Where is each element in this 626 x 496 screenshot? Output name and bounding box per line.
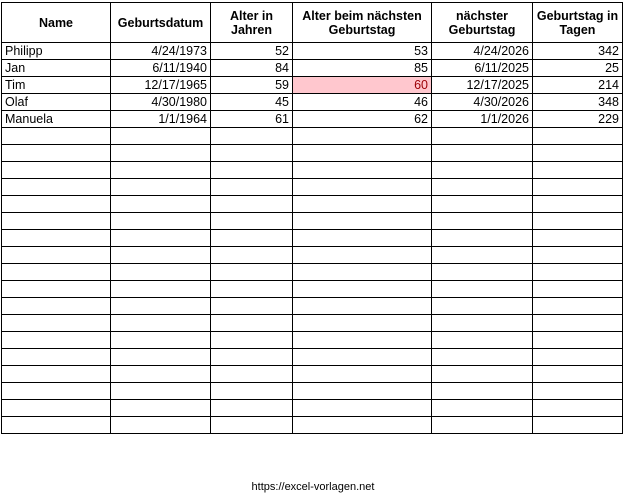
empty-cell[interactable] (293, 247, 432, 264)
empty-cell[interactable] (211, 264, 293, 281)
cell-birthdate[interactable]: 6/11/1940 (111, 60, 211, 77)
cell-next-birthday[interactable]: 1/1/2026 (432, 111, 533, 128)
empty-cell[interactable] (2, 230, 111, 247)
empty-cell[interactable] (111, 230, 211, 247)
empty-cell[interactable] (111, 213, 211, 230)
empty-cell[interactable] (432, 230, 533, 247)
empty-cell[interactable] (111, 366, 211, 383)
empty-cell[interactable] (211, 196, 293, 213)
empty-cell[interactable] (111, 298, 211, 315)
empty-cell[interactable] (211, 298, 293, 315)
empty-cell[interactable] (2, 417, 111, 434)
empty-cell[interactable] (533, 298, 623, 315)
cell-days-until[interactable]: 229 (533, 111, 623, 128)
empty-cell[interactable] (533, 179, 623, 196)
empty-cell[interactable] (293, 145, 432, 162)
empty-cell[interactable] (111, 247, 211, 264)
empty-row (2, 383, 623, 400)
empty-cell[interactable] (533, 213, 623, 230)
empty-row (2, 162, 623, 179)
empty-cell[interactable] (432, 332, 533, 349)
cell-name[interactable]: Olaf (2, 94, 111, 111)
empty-cell[interactable] (293, 400, 432, 417)
empty-cell[interactable] (533, 383, 623, 400)
empty-cell[interactable] (293, 366, 432, 383)
empty-cell[interactable] (432, 383, 533, 400)
empty-cell[interactable] (432, 128, 533, 145)
empty-cell[interactable] (432, 247, 533, 264)
cell-birthdate[interactable]: 1/1/1964 (111, 111, 211, 128)
birthday-table (1, 2, 623, 434)
empty-cell[interactable] (432, 366, 533, 383)
empty-cell[interactable] (533, 349, 623, 366)
empty-row (2, 213, 623, 230)
cell-name[interactable]: Jan (2, 60, 111, 77)
empty-cell[interactable] (533, 332, 623, 349)
table-row (2, 94, 623, 111)
empty-cell[interactable] (432, 400, 533, 417)
empty-cell[interactable] (111, 417, 211, 434)
empty-cell[interactable] (293, 162, 432, 179)
empty-cell[interactable] (293, 383, 432, 400)
empty-row (2, 349, 623, 366)
empty-cell[interactable] (211, 400, 293, 417)
empty-cell[interactable] (2, 281, 111, 298)
empty-cell[interactable] (2, 162, 111, 179)
header-age[interactable]: Alter in Jahren (211, 3, 293, 43)
empty-cell[interactable] (432, 145, 533, 162)
header-name[interactable]: Name (2, 3, 111, 43)
empty-cell[interactable] (533, 400, 623, 417)
empty-cell[interactable] (432, 264, 533, 281)
empty-cell[interactable] (211, 247, 293, 264)
empty-cell[interactable] (533, 366, 623, 383)
cell-age-next[interactable]: 53 (293, 43, 432, 60)
empty-row (2, 366, 623, 383)
empty-row (2, 417, 623, 434)
empty-row (2, 264, 623, 281)
empty-cell[interactable] (432, 298, 533, 315)
header-birthdate[interactable]: Geburtsdatum (111, 3, 211, 43)
empty-cell[interactable] (211, 145, 293, 162)
empty-cell[interactable] (533, 128, 623, 145)
empty-cell[interactable] (533, 247, 623, 264)
cell-days-until[interactable]: 214 (533, 77, 623, 94)
empty-cell[interactable] (111, 162, 211, 179)
cell-age[interactable]: 59 (211, 77, 293, 94)
empty-cell[interactable] (293, 128, 432, 145)
empty-cell[interactable] (111, 400, 211, 417)
empty-cell[interactable] (211, 162, 293, 179)
empty-cell[interactable] (2, 400, 111, 417)
empty-cell[interactable] (111, 281, 211, 298)
empty-row (2, 179, 623, 196)
empty-cell[interactable] (111, 349, 211, 366)
empty-cell[interactable] (111, 383, 211, 400)
empty-cell[interactable] (293, 281, 432, 298)
table-row (2, 77, 623, 94)
empty-cell[interactable] (2, 264, 111, 281)
empty-cell[interactable] (533, 264, 623, 281)
cell-next-birthday[interactable]: 12/17/2025 (432, 77, 533, 94)
cell-age[interactable]: 52 (211, 43, 293, 60)
empty-cell[interactable] (432, 179, 533, 196)
empty-cell[interactable] (2, 349, 111, 366)
empty-cell[interactable] (211, 417, 293, 434)
empty-cell[interactable] (111, 179, 211, 196)
header-age-next[interactable]: Alter beim nächsten Geburtstag (293, 3, 432, 43)
empty-row (2, 281, 623, 298)
empty-row (2, 332, 623, 349)
empty-cell[interactable] (111, 145, 211, 162)
cell-next-birthday[interactable]: 4/24/2026 (432, 43, 533, 60)
cell-name[interactable]: Philipp (2, 43, 111, 60)
cell-age[interactable]: 84 (211, 60, 293, 77)
empty-cell[interactable] (111, 128, 211, 145)
cell-days-until[interactable]: 348 (533, 94, 623, 111)
empty-cell[interactable] (111, 332, 211, 349)
empty-cell[interactable] (111, 196, 211, 213)
cell-birthdate[interactable]: 4/24/1973 (111, 43, 211, 60)
empty-cell[interactable] (211, 332, 293, 349)
empty-cell[interactable] (2, 213, 111, 230)
header-next-birthday[interactable]: nächster Geburtstag (432, 3, 533, 43)
empty-cell[interactable] (533, 281, 623, 298)
empty-row (2, 247, 623, 264)
empty-cell[interactable] (2, 247, 111, 264)
empty-cell[interactable] (293, 179, 432, 196)
empty-cell[interactable] (2, 128, 111, 145)
header-days-until[interactable]: Geburtstag in Tagen (533, 3, 623, 43)
empty-cell[interactable] (432, 315, 533, 332)
header-row (2, 3, 623, 43)
empty-cell[interactable] (533, 315, 623, 332)
empty-cell[interactable] (2, 315, 111, 332)
cell-age-next[interactable]: 46 (293, 94, 432, 111)
table-row (2, 111, 623, 128)
empty-cell[interactable] (432, 349, 533, 366)
empty-cell[interactable] (211, 281, 293, 298)
footer-url[interactable]: https://excel-vorlagen.net (251, 481, 375, 493)
empty-row (2, 230, 623, 247)
empty-row (2, 298, 623, 315)
empty-cell[interactable] (211, 179, 293, 196)
empty-cell[interactable] (432, 162, 533, 179)
empty-cell[interactable] (293, 417, 432, 434)
empty-cell[interactable] (2, 145, 111, 162)
cell-age[interactable]: 45 (211, 94, 293, 111)
empty-cell[interactable] (211, 230, 293, 247)
empty-row (2, 128, 623, 145)
empty-cell[interactable] (533, 196, 623, 213)
cell-age-next[interactable]: 62 (293, 111, 432, 128)
cell-birthdate[interactable]: 12/17/1965 (111, 77, 211, 94)
empty-cell[interactable] (211, 349, 293, 366)
empty-row (2, 196, 623, 213)
empty-cell[interactable] (432, 417, 533, 434)
empty-cell[interactable] (293, 264, 432, 281)
empty-cell[interactable] (111, 315, 211, 332)
empty-cell[interactable] (432, 281, 533, 298)
empty-cell[interactable] (293, 315, 432, 332)
cell-days-until[interactable]: 25 (533, 60, 623, 77)
empty-cell[interactable] (211, 315, 293, 332)
cell-next-birthday[interactable]: 6/11/2025 (432, 60, 533, 77)
empty-cell[interactable] (293, 213, 432, 230)
empty-cell[interactable] (533, 162, 623, 179)
empty-cell[interactable] (293, 230, 432, 247)
empty-cell[interactable] (432, 196, 533, 213)
empty-cell[interactable] (211, 383, 293, 400)
empty-cell[interactable] (2, 366, 111, 383)
cell-age[interactable]: 61 (211, 111, 293, 128)
empty-cell[interactable] (2, 332, 111, 349)
empty-cell[interactable] (2, 383, 111, 400)
cell-name[interactable]: Tim (2, 77, 111, 94)
empty-row (2, 145, 623, 162)
empty-cell[interactable] (211, 366, 293, 383)
table-row (2, 60, 623, 77)
empty-cell[interactable] (432, 213, 533, 230)
empty-cell[interactable] (293, 332, 432, 349)
empty-cell[interactable] (293, 298, 432, 315)
empty-cell[interactable] (2, 196, 111, 213)
cell-age-next-highlighted[interactable]: 60 (293, 77, 432, 94)
empty-row (2, 400, 623, 417)
empty-cell[interactable] (293, 196, 432, 213)
empty-row (2, 315, 623, 332)
cell-days-until[interactable]: 342 (533, 43, 623, 60)
table-row (2, 43, 623, 60)
cell-name[interactable]: Manuela (2, 111, 111, 128)
empty-cell[interactable] (211, 128, 293, 145)
empty-cell[interactable] (111, 264, 211, 281)
empty-cell[interactable] (533, 230, 623, 247)
empty-cell[interactable] (211, 213, 293, 230)
cell-age-next[interactable]: 85 (293, 60, 432, 77)
empty-cell[interactable] (533, 417, 623, 434)
cell-next-birthday[interactable]: 4/30/2026 (432, 94, 533, 111)
empty-cell[interactable] (2, 179, 111, 196)
empty-cell[interactable] (2, 298, 111, 315)
cell-birthdate[interactable]: 4/30/1980 (111, 94, 211, 111)
empty-cell[interactable] (533, 145, 623, 162)
empty-cell[interactable] (293, 349, 432, 366)
